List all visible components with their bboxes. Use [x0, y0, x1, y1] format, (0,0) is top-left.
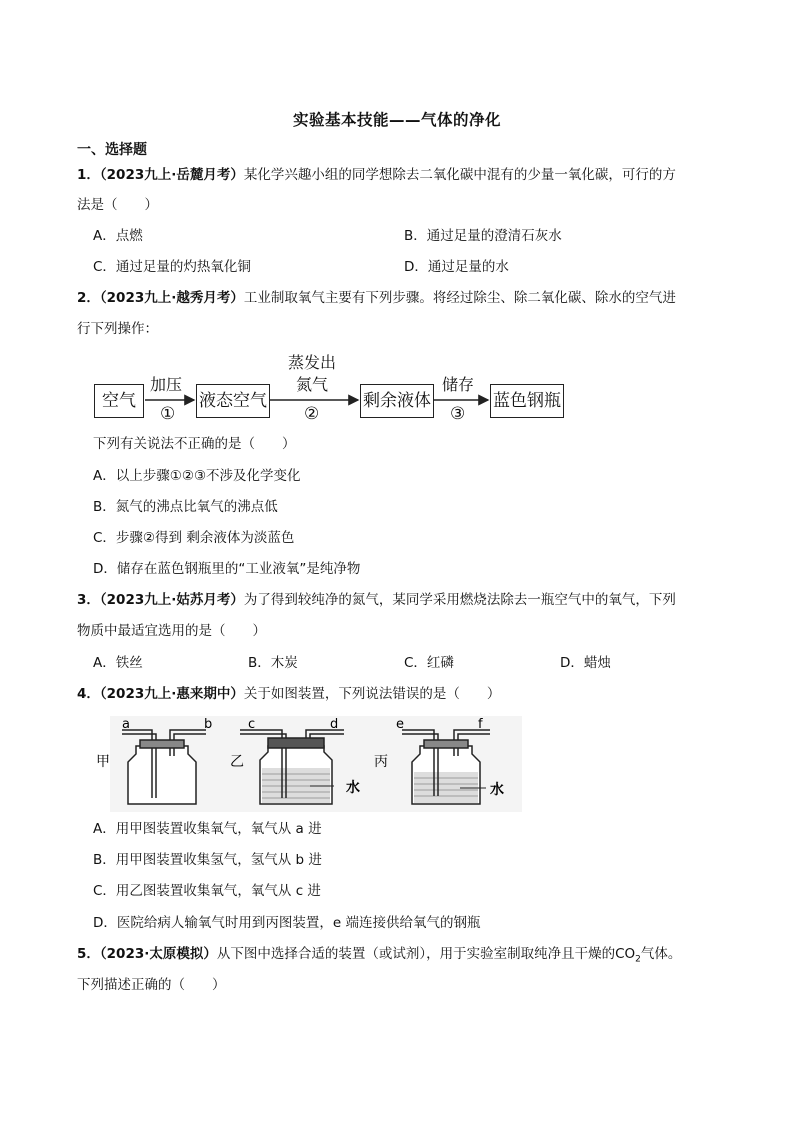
q1-number: 1． — [77, 167, 100, 183]
flow-step2-number: ② — [304, 404, 320, 424]
label-yi: 乙 — [230, 754, 244, 770]
page-title: 实验基本技能——气体的净化 — [292, 111, 501, 129]
section-heading: 一、选择题 — [77, 142, 147, 158]
water-label-yi: 水 — [346, 780, 360, 796]
q4-option-d: D．医院给病人输氧气时用到丙图装置，e 端连接供给氧气的钢瓶 — [93, 915, 481, 931]
q3-option-b: B．木炭 — [248, 655, 298, 671]
q4-stem: 关于如图装置，下列说法错误的是（ ） — [243, 686, 501, 702]
q2-stem-line2: 行下列操作： — [77, 321, 158, 337]
q1-option-a: A．点燃 — [93, 228, 143, 244]
q4-option-c: C．用乙图装置收集氧气，氧气从 c 进 — [93, 883, 321, 899]
gas-bottle-figure — [96, 716, 526, 812]
q2-option-c: C．步骤②得到 剩余液体为淡蓝色 — [93, 530, 295, 546]
flow-box-remaining-liquid: 剩余液体 — [360, 384, 434, 418]
flow-step2-label-line1: 蒸发出 — [288, 353, 337, 372]
q5-subscript: 2 — [635, 954, 641, 965]
q3-option-d: D．蜡烛 — [560, 655, 611, 671]
q5-stem: 从下图中选择合适的装置（或试剂），用于实验室制取纯净且干燥的CO — [216, 946, 636, 962]
gas-bottle-drawing — [96, 716, 526, 812]
q1-option-d: D．通过足量的水 — [404, 259, 509, 275]
process-flow-diagram — [92, 350, 572, 430]
q1-stem-line1 — [77, 165, 714, 185]
q5-stem-end: 气体。 — [640, 946, 682, 962]
water-label-bing: 水 — [490, 782, 504, 798]
q2-option-d: D．储存在蓝色钢瓶里的“工业液氧”是纯净物 — [93, 561, 361, 577]
label-jia: 甲 — [96, 754, 110, 770]
flow-box-air: 空气 — [94, 384, 144, 418]
q2-stem-line1 — [77, 288, 714, 308]
q3-option-a: A．铁丝 — [93, 655, 143, 671]
flow-box-liquid-air: 液态空气 — [196, 384, 270, 418]
q2-number: 2． — [77, 290, 100, 306]
q4-stem-line1 — [77, 684, 714, 704]
q5-stem-line2: 下列描述正确的（ ） — [77, 977, 226, 993]
q3-stem-line1 — [77, 590, 714, 610]
q2-source: （2023九上·越秀月考） — [99, 290, 244, 306]
q2-option-b: B．氮气的沸点比氧气的沸点低 — [93, 499, 278, 515]
flow-step3-label: 储存 — [442, 375, 475, 394]
q3-source: （2023九上·姑苏月考） — [99, 592, 244, 608]
q5-number: 5． — [77, 946, 100, 962]
port-e-label: e — [396, 717, 404, 732]
q1-source: （2023九上·岳麓月考） — [99, 167, 244, 183]
q5-stem-line1 — [77, 944, 714, 970]
q4-option-b: B．用甲图装置收集氢气，氢气从 b 进 — [93, 852, 322, 868]
flow-step2-label-line2: 氮气 — [296, 375, 329, 394]
q1-stem: 某化学兴趣小组的同学想除去二氧化碳中混有的少量一氧化碳，可行的方 — [243, 167, 676, 183]
q3-option-c: C．红磷 — [404, 655, 454, 671]
q2-option-a: A．以上步骤①②③不涉及化学变化 — [93, 468, 301, 484]
q2-question: 下列有关说法不正确的是（ ） — [93, 436, 296, 452]
q5-source: （2023·太原模拟） — [99, 946, 217, 962]
label-bing: 丙 — [374, 754, 388, 770]
q1-option-c: C．通过足量的灼热氧化铜 — [93, 259, 251, 275]
q4-option-a: A．用甲图装置收集氧气，氧气从 a 进 — [93, 821, 322, 837]
flow-step3-number: ③ — [450, 404, 466, 424]
flow-box-blue-cylinder: 蓝色钢瓶 — [490, 384, 564, 418]
port-d-label: d — [330, 717, 339, 732]
port-c-label: c — [248, 717, 256, 732]
flow-step1-number: ① — [160, 404, 176, 424]
q4-source: （2023九上·惠来期中） — [99, 686, 244, 702]
port-a-label: a — [122, 717, 130, 732]
port-f-label: f — [478, 717, 483, 732]
q3-stem-line2: 物质中最适宜选用的是（ ） — [77, 623, 266, 639]
q1-stem-line2: 法是（ ） — [77, 197, 158, 213]
flow-step1-label: 加压 — [150, 375, 183, 394]
q4-number: 4． — [77, 686, 100, 702]
q3-stem: 为了得到较纯净的氮气，某同学采用燃烧法除去一瓶空气中的氧气，下列 — [243, 592, 676, 608]
q1-option-b: B．通过足量的澄清石灰水 — [404, 228, 562, 244]
q2-stem: 工业制取氧气主要有下列步骤。将经过除尘、除二氧化碳、除水的空气进 — [243, 290, 676, 306]
port-b-label: b — [204, 717, 213, 732]
q3-number: 3． — [77, 592, 100, 608]
